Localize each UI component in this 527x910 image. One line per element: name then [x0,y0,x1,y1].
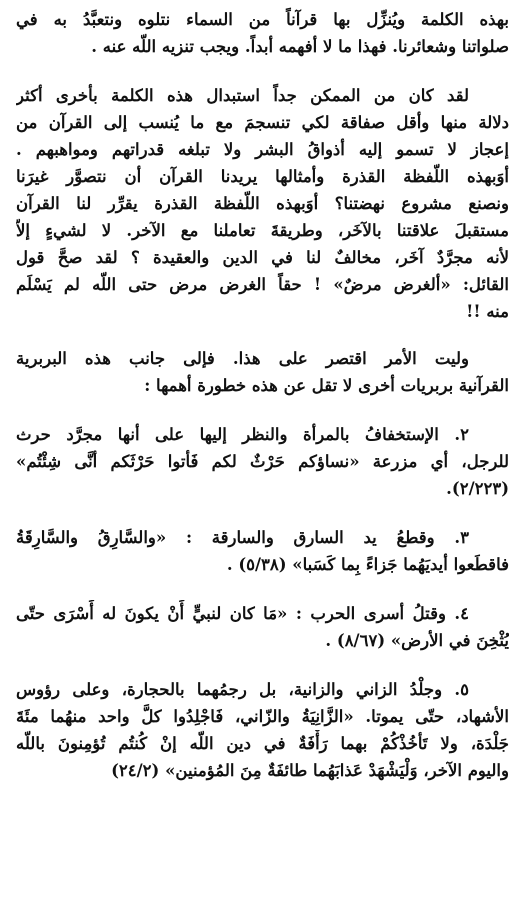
text-line: واليوم الآخر، وَلْيَشْهَدْ عَذابَهُما طائفَةٌ مِنَ المُؤمنين» (٢٤/٢) [111,761,509,780]
text-line: يُثْخِنَ في الأرض» (٨/٦٧) . [325,631,509,650]
text-line: لقد كان من الممكن جداً استبدال هذه الكلمة بأخرى أكثر [16,86,469,105]
list-item-3 [16,524,509,578]
text-line: ٣. وقطعُ يد السارق والسارقة : «والسَّارِقُ والسَّارِقَةُ [16,528,469,547]
paragraph-3 [16,345,509,399]
text-line: القرآنية بربريات أخرى لا تقل عن هذه خطورة أهمها : [144,376,509,395]
text-line: منه !! [466,302,509,321]
text-line: (٢/٢٢٣). [446,479,509,498]
list-item-2 [16,421,509,502]
text-line: جَلْدَة، ولا تَأخُذْكُمْ بهما رَأْفَةٌ في دين اللّه إنْ كُنتُم تُؤمِنونَ باللّه [16,734,509,753]
text-line: وليت الأمر اقتصر على هذا. فإلى جانب هذه البربرية [16,349,469,368]
text-line: للرجل، أي مزرعة «نساؤكم حَرْثٌ لكم فَأتوا حَرْثَكم أنَّى شِئْتُم» [16,452,509,471]
text-line: إعجاز لا تسمو إليه أذواقُ البشر ولا تبلغه قدراتهم ومواهبهم . [16,140,509,159]
list-item-4 [16,600,509,654]
paragraph-1 [16,6,509,60]
text-line: ونصنع مشروع نهضتنا؟ أوَبهذه اللّفظة القذرة يقرِّر لنا القرآن [16,194,509,213]
text-line: ٢. الإستخفافُ بالمرأة والنظر إليها على أنها مجرَّد حرث [16,425,469,444]
paragraph-2 [16,82,509,325]
text-line: الأشهاد، حتّى يموتا. «الزَّانِيَةُ والزّاني، فَاجْلِدُوا كلَّ واحد منهُما مئَةَ [16,707,509,726]
text-line: القائل: «ألغرض مرضٌ» ! حقاً الغرض مرض حتى اللّه لم يَسْلَم [16,275,509,294]
list-item-5 [16,676,509,784]
text-line: ٥. وجلْدُ الزاني والزانية، بل رجمُهما بالحجارة، وعلى رؤوس [16,680,469,699]
text-line: لأنه مجرَّدٌ آخَر، مخالفٌ لنا في الدين والعقيدة ؟ لقد صحَّ قول [16,248,509,267]
text-line: صلواتنا وشعائرنا. فهذا ما لا أفهمه أبداً. ويجب تنزيه اللّه عنه . [91,37,509,56]
text-line: أوَبهذه اللّفظة القذرة وأمثالها يريدنا القرآن أن نتصوَّر غيرَنا [16,167,509,186]
text-line: مستقبلَ علاقتنا بالآخَر، وطريقةَ تعاملنا مع الآخر. لا لشيءٍ إلاّ [16,221,509,240]
text-line: فاقطَعوا أيديَهُما جَزاءً بِما كَسَبا» (٥/٣٨) . [226,555,509,574]
text-line: دلالة منها وأقل صفاقة لكي تنسجمَ مع ما يُنسب إلى القرآن من [16,113,509,132]
text-line: ٤. وقتلُ أسرى الحرب : «مَا كان لنبيٍّ أَنْ يكونَ له أَسْرَى حتّى [16,604,469,623]
text-line: بهذه الكلمة ويُنزِّل بها قرآناً من السماء نتلوه ونتعبَّدُ به في [16,10,509,29]
